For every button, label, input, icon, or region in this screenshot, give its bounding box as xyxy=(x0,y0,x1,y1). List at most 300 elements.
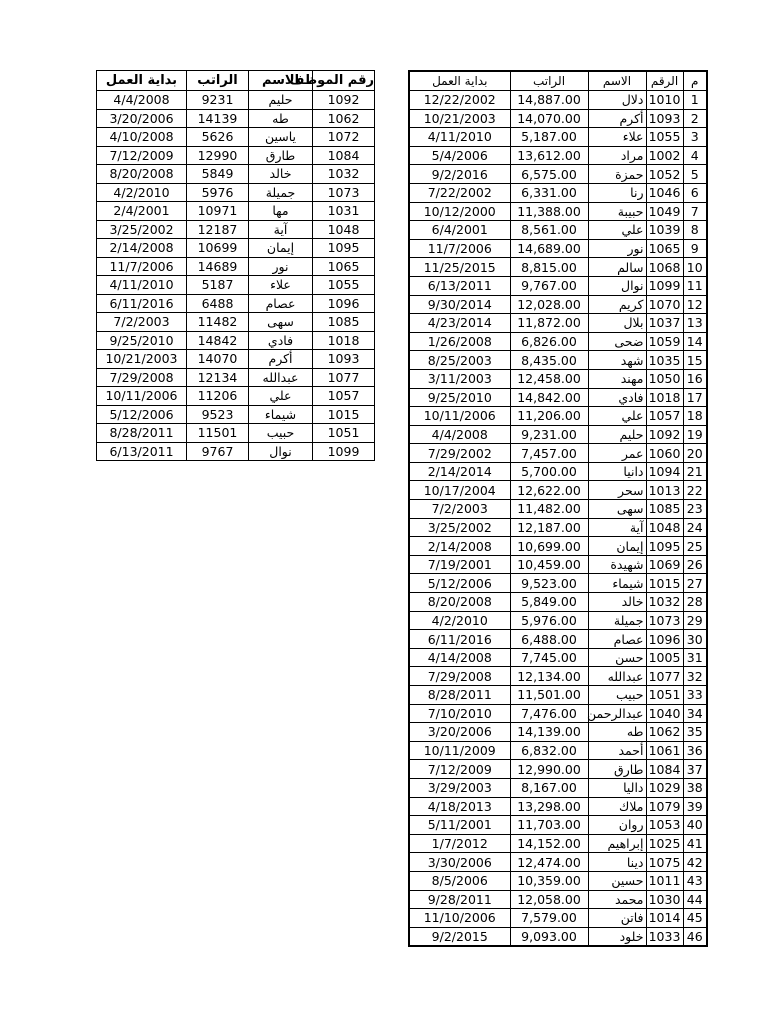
number-cell: 1025 xyxy=(646,834,683,853)
salary-cell: 7,745.00 xyxy=(510,648,588,667)
table-row xyxy=(409,686,707,705)
start-date-cell: 11/10/2006 xyxy=(409,909,510,928)
salary-cell: 6488 xyxy=(187,294,249,313)
table-row xyxy=(409,760,707,779)
column-header-index: م xyxy=(683,71,707,91)
index-cell: 33 xyxy=(683,686,707,705)
name-cell: رنا xyxy=(588,183,646,202)
table-row xyxy=(409,425,707,444)
name-cell: شيماء xyxy=(588,574,646,593)
index-cell: 25 xyxy=(683,537,707,556)
index-cell: 34 xyxy=(683,704,707,723)
number-cell: 1002 xyxy=(646,146,683,165)
salary-cell: 9,093.00 xyxy=(510,927,588,946)
index-cell: 5 xyxy=(683,165,707,184)
start-date-cell: 3/25/2002 xyxy=(409,518,510,537)
start-date-cell: 4/2/2010 xyxy=(409,611,510,630)
index-cell: 19 xyxy=(683,425,707,444)
number-cell: 1094 xyxy=(646,462,683,481)
salary-cell: 14,887.00 xyxy=(510,91,588,110)
start-date-cell: 1/7/2012 xyxy=(409,834,510,853)
number-cell: 1059 xyxy=(646,332,683,351)
column-header-number: الرقم xyxy=(646,71,683,91)
index-cell: 46 xyxy=(683,927,707,946)
index-cell: 30 xyxy=(683,630,707,649)
salary-cell: 5,976.00 xyxy=(510,611,588,630)
table-row xyxy=(409,202,707,221)
start-date-cell: 4/4/2008 xyxy=(97,91,187,110)
table-row xyxy=(409,221,707,240)
employee-id-cell: 1051 xyxy=(313,424,375,443)
salary-cell: 11482 xyxy=(187,313,249,332)
number-cell: 1013 xyxy=(646,481,683,500)
start-date-cell: 4/11/2010 xyxy=(97,276,187,295)
salary-cell: 9767 xyxy=(187,442,249,461)
table-row xyxy=(409,834,707,853)
salary-cell: 10699 xyxy=(187,239,249,258)
number-cell: 1029 xyxy=(646,778,683,797)
salary-cell: 14,070.00 xyxy=(510,109,588,128)
name-cell: طه xyxy=(588,723,646,742)
salary-cell: 8,815.00 xyxy=(510,258,588,277)
start-date-cell: 4/11/2010 xyxy=(409,128,510,147)
name-cell: حمزة xyxy=(588,165,646,184)
table-row xyxy=(409,853,707,872)
table-row xyxy=(97,202,375,221)
number-cell: 1060 xyxy=(646,444,683,463)
number-cell: 1050 xyxy=(646,369,683,388)
index-cell: 10 xyxy=(683,258,707,277)
table-row xyxy=(97,313,375,332)
salary-cell: 12,474.00 xyxy=(510,853,588,872)
name-cell: علي xyxy=(588,221,646,240)
employee-id-cell: 1092 xyxy=(313,91,375,110)
number-cell: 1095 xyxy=(646,537,683,556)
table-row xyxy=(409,444,707,463)
employee-id-cell: 1032 xyxy=(313,165,375,184)
name-cell: طارق xyxy=(588,760,646,779)
number-cell: 1085 xyxy=(646,500,683,519)
name-cell: طارق xyxy=(249,146,313,165)
name-cell: شيماء xyxy=(249,405,313,424)
column-header-start-date: بداية العمل xyxy=(97,71,187,91)
number-cell: 1030 xyxy=(646,890,683,909)
index-cell: 31 xyxy=(683,648,707,667)
number-cell: 1015 xyxy=(646,574,683,593)
table-row xyxy=(409,314,707,333)
table-row xyxy=(97,183,375,202)
name-cell: عصام xyxy=(249,294,313,313)
table-row xyxy=(409,630,707,649)
start-date-cell: 11/25/2015 xyxy=(409,258,510,277)
employee-id-cell: 1095 xyxy=(313,239,375,258)
number-cell: 1073 xyxy=(646,611,683,630)
index-cell: 42 xyxy=(683,853,707,872)
start-date-cell: 11/7/2006 xyxy=(409,239,510,258)
table-row xyxy=(409,593,707,612)
employee-master-table xyxy=(408,70,708,947)
table-row xyxy=(409,909,707,928)
table-row xyxy=(409,258,707,277)
start-date-cell: 7/12/2009 xyxy=(97,146,187,165)
index-cell: 37 xyxy=(683,760,707,779)
start-date-cell: 7/29/2008 xyxy=(409,667,510,686)
start-date-cell: 7/2/2003 xyxy=(409,500,510,519)
start-date-cell: 10/21/2003 xyxy=(97,350,187,369)
start-date-cell: 12/22/2002 xyxy=(409,91,510,110)
start-date-cell: 5/12/2006 xyxy=(409,574,510,593)
salary-cell: 14,139.00 xyxy=(510,723,588,742)
salary-cell: 14842 xyxy=(187,331,249,350)
number-cell: 1046 xyxy=(646,183,683,202)
number-cell: 1032 xyxy=(646,593,683,612)
employee-id-cell: 1093 xyxy=(313,350,375,369)
table-row xyxy=(409,890,707,909)
salary-cell: 8,435.00 xyxy=(510,351,588,370)
salary-cell: 12187 xyxy=(187,220,249,239)
salary-cell: 5,187.00 xyxy=(510,128,588,147)
name-cell: علي xyxy=(249,387,313,406)
table-row xyxy=(409,537,707,556)
start-date-cell: 3/20/2006 xyxy=(97,109,187,128)
start-date-cell: 8/20/2008 xyxy=(409,593,510,612)
start-date-cell: 2/14/2014 xyxy=(409,462,510,481)
column-header-start-date: بداية العمل xyxy=(409,71,510,91)
index-cell: 35 xyxy=(683,723,707,742)
name-cell: نور xyxy=(588,239,646,258)
start-date-cell: 7/12/2009 xyxy=(409,760,510,779)
header-row xyxy=(409,71,707,91)
start-date-cell: 10/11/2006 xyxy=(97,387,187,406)
name-cell: خالد xyxy=(249,165,313,184)
index-cell: 2 xyxy=(683,109,707,128)
table-row xyxy=(409,462,707,481)
index-cell: 41 xyxy=(683,834,707,853)
index-cell: 12 xyxy=(683,295,707,314)
table-row xyxy=(97,405,375,424)
table-row xyxy=(409,611,707,630)
table-row xyxy=(409,481,707,500)
start-date-cell: 6/11/2016 xyxy=(97,294,187,313)
employee-id-cell: 1015 xyxy=(313,405,375,424)
name-cell: روان xyxy=(588,816,646,835)
salary-cell: 9,523.00 xyxy=(510,574,588,593)
start-date-cell: 2/14/2008 xyxy=(409,537,510,556)
table-row xyxy=(409,797,707,816)
number-cell: 1077 xyxy=(646,667,683,686)
start-date-cell: 4/18/2013 xyxy=(409,797,510,816)
name-cell: مراد xyxy=(588,146,646,165)
start-date-cell: 4/23/2014 xyxy=(409,314,510,333)
index-cell: 17 xyxy=(683,388,707,407)
index-cell: 15 xyxy=(683,351,707,370)
start-date-cell: 6/13/2011 xyxy=(409,276,510,295)
salary-cell: 11,501.00 xyxy=(510,686,588,705)
salary-cell: 9,231.00 xyxy=(510,425,588,444)
start-date-cell: 4/4/2008 xyxy=(409,425,510,444)
index-cell: 36 xyxy=(683,741,707,760)
table-row xyxy=(409,648,707,667)
index-cell: 44 xyxy=(683,890,707,909)
number-cell: 1065 xyxy=(646,239,683,258)
name-cell: عبدالله xyxy=(588,667,646,686)
table-row xyxy=(409,165,707,184)
table-row xyxy=(409,295,707,314)
number-cell: 1053 xyxy=(646,816,683,835)
salary-cell: 11,388.00 xyxy=(510,202,588,221)
table-row xyxy=(409,239,707,258)
table-row xyxy=(409,704,707,723)
salary-cell: 6,832.00 xyxy=(510,741,588,760)
salary-cell: 14,152.00 xyxy=(510,834,588,853)
number-cell: 1033 xyxy=(646,927,683,946)
table-row xyxy=(409,407,707,426)
number-cell: 1092 xyxy=(646,425,683,444)
salary-cell: 12,028.00 xyxy=(510,295,588,314)
salary-cell: 11501 xyxy=(187,424,249,443)
table-row xyxy=(409,741,707,760)
name-cell: نوال xyxy=(249,442,313,461)
index-cell: 27 xyxy=(683,574,707,593)
table-row xyxy=(97,91,375,110)
index-cell: 7 xyxy=(683,202,707,221)
table-row xyxy=(97,331,375,350)
name-cell: فاتن xyxy=(588,909,646,928)
start-date-cell: 10/11/2006 xyxy=(409,407,510,426)
number-cell: 1075 xyxy=(646,853,683,872)
table-row xyxy=(97,442,375,461)
salary-cell: 8,167.00 xyxy=(510,778,588,797)
start-date-cell: 7/2/2003 xyxy=(97,313,187,332)
start-date-cell: 4/10/2008 xyxy=(97,128,187,147)
table-row xyxy=(409,332,707,351)
start-date-cell: 7/29/2008 xyxy=(97,368,187,387)
name-cell: أحمد xyxy=(588,741,646,760)
index-cell: 39 xyxy=(683,797,707,816)
number-cell: 1055 xyxy=(646,128,683,147)
employee-id-cell: 1085 xyxy=(313,313,375,332)
name-cell: سحر xyxy=(588,481,646,500)
table-row xyxy=(409,369,707,388)
index-cell: 8 xyxy=(683,221,707,240)
salary-cell: 13,298.00 xyxy=(510,797,588,816)
table-row xyxy=(97,109,375,128)
index-cell: 24 xyxy=(683,518,707,537)
table-row xyxy=(97,350,375,369)
name-cell: طه xyxy=(249,109,313,128)
name-cell: نور xyxy=(249,257,313,276)
start-date-cell: 9/2/2016 xyxy=(409,165,510,184)
table-row xyxy=(409,518,707,537)
salary-cell: 7,457.00 xyxy=(510,444,588,463)
start-date-cell: 5/12/2006 xyxy=(97,405,187,424)
name-cell: خلود xyxy=(588,927,646,946)
salary-cell: 6,488.00 xyxy=(510,630,588,649)
start-date-cell: 3/30/2006 xyxy=(409,853,510,872)
start-date-cell: 8/20/2008 xyxy=(97,165,187,184)
name-cell: حسين xyxy=(588,871,646,890)
name-cell: مهند xyxy=(588,369,646,388)
start-date-cell: 1/26/2008 xyxy=(409,332,510,351)
number-cell: 1049 xyxy=(646,202,683,221)
salary-cell: 7,579.00 xyxy=(510,909,588,928)
salary-cell: 10971 xyxy=(187,202,249,221)
table-row xyxy=(409,667,707,686)
name-cell: مها xyxy=(249,202,313,221)
name-cell: عبدالرحمن xyxy=(588,704,646,723)
number-cell: 1014 xyxy=(646,909,683,928)
name-cell: أكرم xyxy=(588,109,646,128)
index-cell: 32 xyxy=(683,667,707,686)
index-cell: 11 xyxy=(683,276,707,295)
salary-cell: 12,990.00 xyxy=(510,760,588,779)
index-cell: 16 xyxy=(683,369,707,388)
name-cell: حليم xyxy=(249,91,313,110)
name-cell: إبراهيم xyxy=(588,834,646,853)
index-cell: 13 xyxy=(683,314,707,333)
start-date-cell: 8/5/2006 xyxy=(409,871,510,890)
start-date-cell: 8/25/2003 xyxy=(409,351,510,370)
index-cell: 1 xyxy=(683,91,707,110)
employee-id-cell: 1065 xyxy=(313,257,375,276)
name-cell: آية xyxy=(249,220,313,239)
name-cell: داليا xyxy=(588,778,646,797)
name-cell: أكرم xyxy=(249,350,313,369)
name-cell: حليم xyxy=(588,425,646,444)
employee-summary-table xyxy=(96,70,375,461)
salary-cell: 6,575.00 xyxy=(510,165,588,184)
number-cell: 1010 xyxy=(646,91,683,110)
name-cell: آية xyxy=(588,518,646,537)
table-row xyxy=(409,351,707,370)
table-row xyxy=(409,555,707,574)
salary-cell: 11206 xyxy=(187,387,249,406)
start-date-cell: 9/25/2010 xyxy=(97,331,187,350)
start-date-cell: 6/13/2011 xyxy=(97,442,187,461)
table-row xyxy=(97,128,375,147)
start-date-cell: 3/25/2002 xyxy=(97,220,187,239)
number-cell: 1018 xyxy=(646,388,683,407)
salary-cell: 9,767.00 xyxy=(510,276,588,295)
start-date-cell: 11/7/2006 xyxy=(97,257,187,276)
salary-cell: 8,561.00 xyxy=(510,221,588,240)
start-date-cell: 3/11/2003 xyxy=(409,369,510,388)
index-cell: 28 xyxy=(683,593,707,612)
index-cell: 14 xyxy=(683,332,707,351)
name-cell: خالد xyxy=(588,593,646,612)
number-cell: 1069 xyxy=(646,555,683,574)
number-cell: 1068 xyxy=(646,258,683,277)
salary-cell: 13,612.00 xyxy=(510,146,588,165)
salary-cell: 5626 xyxy=(187,128,249,147)
index-cell: 29 xyxy=(683,611,707,630)
salary-cell: 7,476.00 xyxy=(510,704,588,723)
number-cell: 1005 xyxy=(646,648,683,667)
salary-cell: 5849 xyxy=(187,165,249,184)
table-row xyxy=(409,871,707,890)
employee-id-cell: 1031 xyxy=(313,202,375,221)
table-row xyxy=(409,816,707,835)
name-cell: سالم xyxy=(588,258,646,277)
name-cell: شهد xyxy=(588,351,646,370)
name-cell: علاء xyxy=(249,276,313,295)
salary-cell: 9523 xyxy=(187,405,249,424)
number-cell: 1037 xyxy=(646,314,683,333)
table-row xyxy=(97,220,375,239)
number-cell: 1057 xyxy=(646,407,683,426)
name-cell: نوال xyxy=(588,276,646,295)
index-cell: 23 xyxy=(683,500,707,519)
employee-id-cell: 1096 xyxy=(313,294,375,313)
salary-cell: 11,703.00 xyxy=(510,816,588,835)
start-date-cell: 7/10/2010 xyxy=(409,704,510,723)
salary-cell: 11,206.00 xyxy=(510,407,588,426)
employee-id-cell: 1084 xyxy=(313,146,375,165)
name-cell: محمد xyxy=(588,890,646,909)
name-cell: حبيب xyxy=(588,686,646,705)
name-cell: عصام xyxy=(588,630,646,649)
table-row xyxy=(409,146,707,165)
salary-cell: 10,359.00 xyxy=(510,871,588,890)
salary-cell: 10,459.00 xyxy=(510,555,588,574)
index-cell: 22 xyxy=(683,481,707,500)
employee-id-cell: 1018 xyxy=(313,331,375,350)
salary-cell: 5187 xyxy=(187,276,249,295)
number-cell: 1035 xyxy=(646,351,683,370)
name-cell: حبيبة xyxy=(588,202,646,221)
salary-cell: 11,482.00 xyxy=(510,500,588,519)
salary-cell: 5,700.00 xyxy=(510,462,588,481)
name-cell: ضحى xyxy=(588,332,646,351)
number-cell: 1040 xyxy=(646,704,683,723)
table-row xyxy=(97,239,375,258)
header-row xyxy=(97,71,375,91)
start-date-cell: 9/2/2015 xyxy=(409,927,510,946)
salary-cell: 12,058.00 xyxy=(510,890,588,909)
name-cell: إيمان xyxy=(249,239,313,258)
index-cell: 45 xyxy=(683,909,707,928)
start-date-cell: 4/2/2010 xyxy=(97,183,187,202)
index-cell: 38 xyxy=(683,778,707,797)
name-cell: سهى xyxy=(249,313,313,332)
start-date-cell: 5/11/2001 xyxy=(409,816,510,835)
employee-id-cell: 1057 xyxy=(313,387,375,406)
employee-id-cell: 1077 xyxy=(313,368,375,387)
table-row xyxy=(409,500,707,519)
table-row xyxy=(97,146,375,165)
table-row xyxy=(409,109,707,128)
name-cell: حسن xyxy=(588,648,646,667)
start-date-cell: 7/29/2002 xyxy=(409,444,510,463)
number-cell: 1084 xyxy=(646,760,683,779)
start-date-cell: 9/25/2010 xyxy=(409,388,510,407)
number-cell: 1079 xyxy=(646,797,683,816)
start-date-cell: 10/17/2004 xyxy=(409,481,510,500)
start-date-cell: 8/28/2011 xyxy=(97,424,187,443)
table-row xyxy=(97,368,375,387)
name-cell: جميلة xyxy=(249,183,313,202)
start-date-cell: 8/28/2011 xyxy=(409,686,510,705)
employee-id-cell: 1048 xyxy=(313,220,375,239)
start-date-cell: 10/11/2009 xyxy=(409,741,510,760)
number-cell: 1039 xyxy=(646,221,683,240)
salary-cell: 5,849.00 xyxy=(510,593,588,612)
index-cell: 6 xyxy=(683,183,707,202)
index-cell: 43 xyxy=(683,871,707,890)
table-row xyxy=(409,388,707,407)
index-cell: 9 xyxy=(683,239,707,258)
number-cell: 1052 xyxy=(646,165,683,184)
